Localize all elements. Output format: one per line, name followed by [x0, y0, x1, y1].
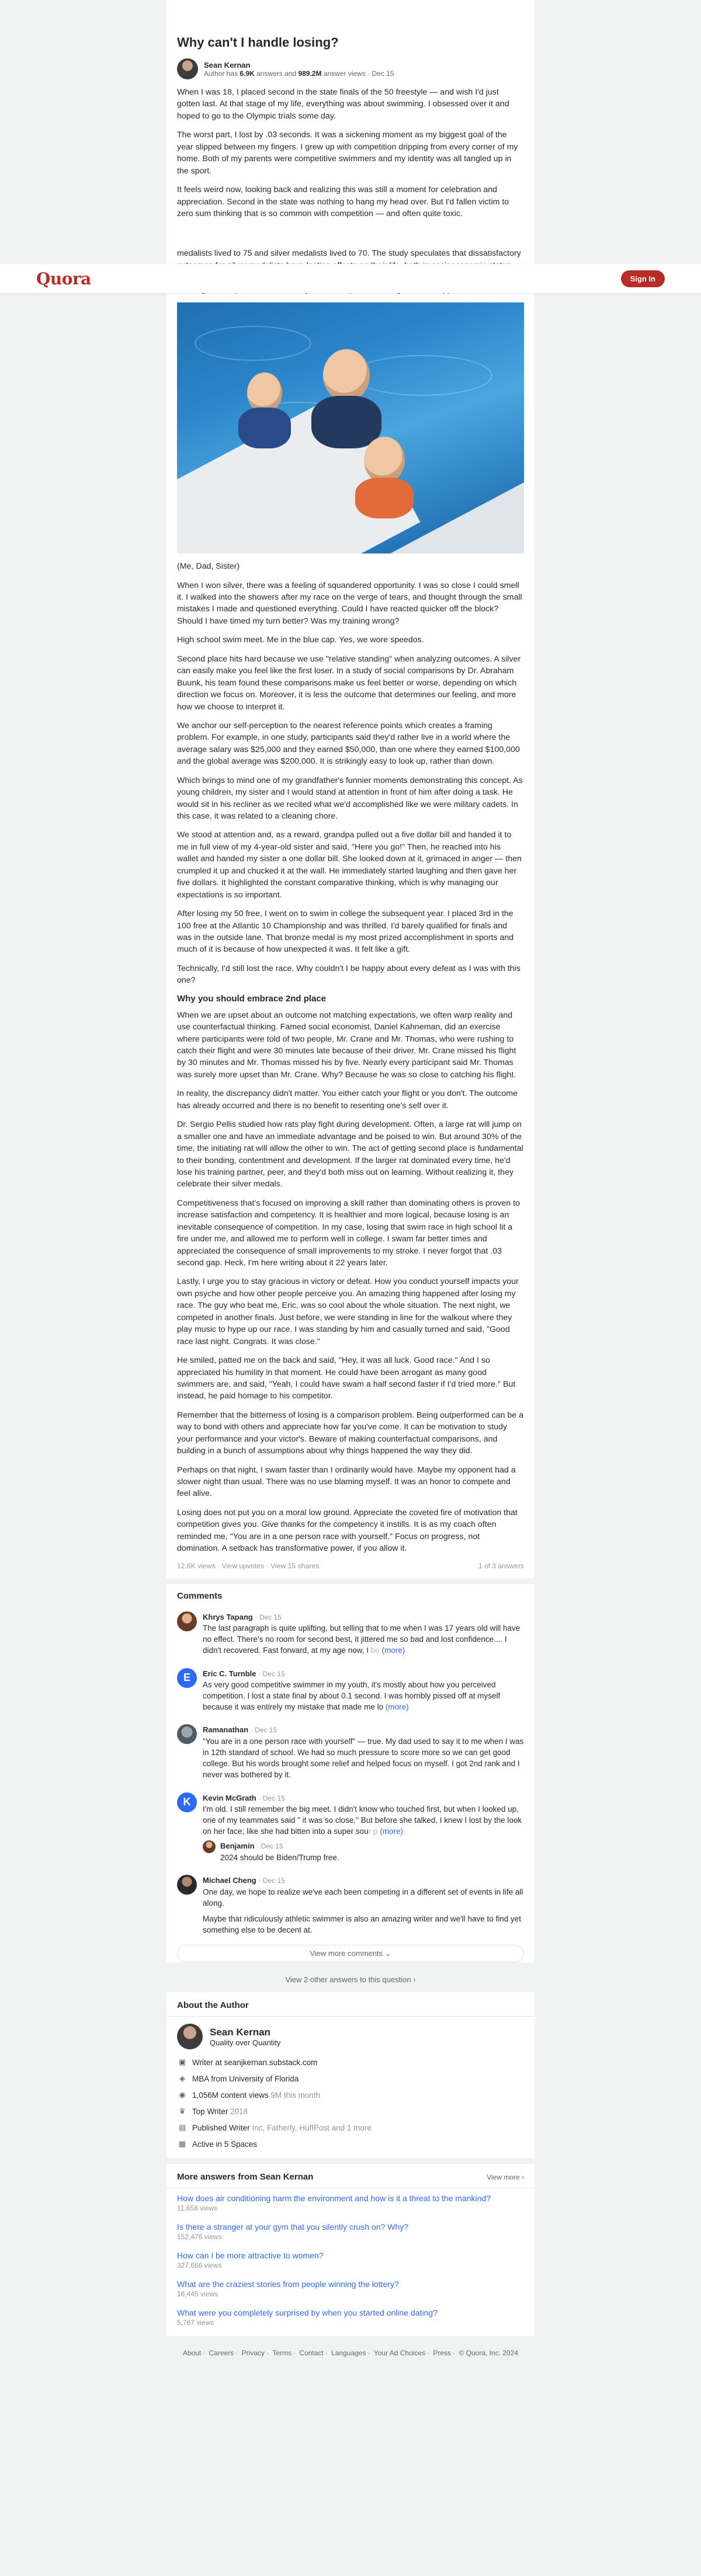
page-column — [166, 0, 535, 2370]
comment-text: "You are in a one person race with yourself" — true. My dad used to say it to me when I was in 12th standard of school. We had so much pressure to score more so we can get good college. But his words brought some relief and helped focus on myself. I got 2nd rank and I never was bothered by it. — [203, 1736, 524, 1780]
answer-paragraph: When we are upset about an outcome not matching expectations, we often warp reality and use counterfactual thinking. Famed social economist, Daniel Kahneman, did an exercise where participants were told of two people, Mr. Crane and Mr. Thomas, who were rushing to catch their flight and were 30 minutes late because of their driver. Mr. Crane missed his flight by 30 minutes and Mr. Thomas missed his by five. Nearly every participant said Mr. Thomas was surely more upset than Mr. Crane. Why? Because he was so close to catching his flight. — [177, 1010, 516, 1080]
answer-paragraph: In reality, the discrepancy didn't matter. You either catch your flight or you don't. The outcome has already occurred and there is no benefit to resenting one's self over it. — [177, 1089, 518, 1111]
footer-link[interactable]: Terms — [272, 2348, 292, 2357]
views-upvotes-shares[interactable]: 12.6K views · View upvotes · View 15 shares — [177, 1561, 320, 1570]
question-title[interactable]: Why can't I handle losing? — [177, 35, 339, 50]
more-answer-item — [166, 2303, 535, 2331]
top-bar — [0, 264, 701, 293]
commenter-name[interactable]: Khrys Tapang — [203, 1612, 253, 1621]
spaces-icon: ▦ — [178, 2139, 186, 2149]
answer-paragraph: Dr. Sergio Pellis studied how rats play fight during development. Often, a large rat will jump on a smaller one and have an immediate advantage and be poised to win. But around 30% of the time, the initiating rat will allow the other to win. The act of getting second place is fundamental to their bonding, contentment and development. If the larger rat dominated every time, he'd lose his training partner, peer, and they'd both miss out on learning. Without realizing it, they celebrate their silver medals. — [177, 1120, 523, 1189]
commenter-name[interactable]: Michael Cheng — [203, 1876, 256, 1885]
reply-date: · Dec 15 — [256, 1842, 283, 1851]
answer-paragraph: When I won silver, there was a feeling of squandered opportunity. I was so close I could smell it. I walked into the showers after my race on the verge of tears, and thought through the small mistakes I made and questioned everything. Could I have reacted quicker off the block? Should I have timed my turn better? Was my training wrong? — [177, 580, 522, 626]
credential-row: ♛ Top Writer 2018 — [166, 2103, 535, 2119]
sign-in-button[interactable]: Sign In — [621, 270, 665, 287]
more-answer-views: 327,666 views — [177, 2261, 222, 2269]
about-author-card — [166, 1992, 535, 2158]
comment-text: Maybe that ridiculously athletic swimmer is also an amazing writer and we'll have to find yet something else to be decent at. — [203, 1914, 522, 1934]
answer-stats — [177, 1562, 524, 1570]
answer-paragraph: Losing does not put you on a moral low ground. Appreciate the coveted fire of motivation that competition gives you. Give thanks for the competency it instills. It is as my coach often reminded me, "You are in a one person race with yourself." Focus on progress, not domination. A setback has transformative power, if you allow it. — [177, 1508, 518, 1554]
more-answer-item — [166, 2188, 535, 2217]
more-answer-item — [166, 2217, 535, 2246]
footer-link[interactable]: Privacy — [241, 2348, 265, 2357]
answer-paragraph: It feels weird now, looking back and realizing this was still a moment for celebration and appreciation. Second in the state was nothing to hang my head over. But I'd fallen victim to zero sum thinking that is so common with competition — and often quite toxic. — [177, 185, 509, 218]
comment-date: · Dec 15 — [250, 1726, 277, 1735]
credential-row: ◉ 1,056M content views 9M this month — [166, 2087, 535, 2103]
comment-text: One day, we hope to realize we've each been competing in a different set of events in life all along. — [203, 1887, 523, 1907]
comment — [166, 1718, 535, 1786]
answer-paragraph: Remember that the bitterness of losing is a comparison problem. Being outperformed can be a way to bond with others and appreciate how far you've come. It can be motivation to study your performance and your victor's. Beware of making counterfactual comparisons, and building in a bunch of assumptions about why things happened the way they did. — [177, 1410, 524, 1456]
more-answer-item — [166, 2246, 535, 2274]
comment-more-link[interactable]: (more) — [380, 1827, 403, 1836]
answer-paragraph: We stood at attention and, as a reward, grandpa pulled out a five dollar bill and handed it to me in full view of my 4-year-old sister and said, "Here you go!" Then, he reached into his wallet and handed my sister a one dollar bill. She looked down at it, grimaced in anger — then crumpled it up and chucked it at the wall. He immediately started laughing and then gave her five dollars. It highlighted the constant comparative thinking, which is why managing our expectations is so important. — [177, 830, 522, 900]
answer-paragraph: Competitiveness that's focused on improving a skill rather than dominating others is proven to increase satisfaction and competency. It is healthier and more logical, because losing is an inevitable consequence of competition. In my case, losing that swim race in high school lit a fire under me, and allowed me to perform well in college. I swam far better times and appreciated the consequence of small improvements to my stroke. I never forgot that .03 second gap. Heck, I'm here writing about it 22 years later. — [177, 1198, 520, 1268]
view-more-comments-button[interactable]: View more comments ⌄ — [177, 1945, 524, 1962]
commenter-name[interactable]: Kevin McGrath — [203, 1793, 256, 1802]
credential-row: ◈ MBA from University of Florida — [166, 2070, 535, 2087]
answer-paragraph: High school swim meet. Me in the blue cap. Yes, we wore speedos. — [177, 635, 424, 645]
answer-paragraph: After losing my 50 free, I went on to swim in college the subsequent year. I placed 3rd in the 100 free at the Atlantic 10 Championship and was thrilled. I'd barely qualified for finals and was in the outside lane. That bronze medal is my most prized accomplishment in sports and much of it is because of how unexpected it was. It felt like a gift. — [177, 909, 514, 955]
answer-paragraph: When I was 18, I placed second in the state finals of the 50 freestyle — and wish I'd just gotten last. At that stage of my life, everything was about swimming. I obsessed over it and hoped to go to the Olympic trials some day. — [177, 88, 509, 121]
book-icon: ▤ — [178, 2123, 186, 2132]
more-answer-views: 152,476 views — [177, 2232, 222, 2241]
credential-row: ▤ Published Writer Inc, Fatherly, HuffPost and 1 more — [166, 2119, 535, 2136]
comment-text: The last paragraph is quite uplifting, but telling that to me when I was 17 years old will have no effect. There's no room for second best, it jittered me so bad and lost confidence.... I didn't recovered. Fast forward, at my age now, I — [203, 1624, 520, 1655]
author-name[interactable]: Sean Kernan — [204, 60, 251, 69]
commenter-avatar[interactable] — [177, 1724, 197, 1744]
more-answer-question[interactable]: Is there a stranger at your gym that you silently crush on? Why? — [177, 2222, 409, 2232]
comment — [166, 1787, 535, 1870]
answer-paragraph: Which brings to mind one of my grandfather's funnier moments demonstrating this concept. As young children, my sister and I would stand at attention in front of him after doing a task. He would sit in his recliner as we recited what we'd accomplished like we were military cadets. In this case, it was related to a cleaning chore. — [177, 775, 523, 821]
about-tagline: Quality over Quantity — [210, 2038, 281, 2047]
answer-paragraph: He smiled, patted me on the back and said, "Hey, it was all luck. Good race." And I so appreciated his humility in that moment. He could have been arrogant as many good swimmers are, and said, "Yeah, I could have swam a half second faster if I'd tried more." But instead, he paid homage to his competitor. — [177, 1356, 516, 1401]
photo-caption: (Me, Dad, Sister) — [177, 562, 240, 572]
answer-paragraph: Perhaps on that night, I swam faster than I ordinarily would have. Maybe my opponent had a slower night than usual. There was no use blaming myself. It was an honor to compete and feel alive. — [177, 1465, 516, 1499]
commenter-avatar[interactable] — [177, 1875, 197, 1895]
more-answer-question[interactable]: How does air conditioning harm the environment and how is it a threat to the mankind? — [177, 2194, 491, 2203]
more-answer-item — [166, 2274, 535, 2303]
comment-date: · Dec 15 — [258, 1669, 285, 1678]
footer: About · Careers · Privacy · Terms · Contact · Languages · Your Ad Choices · Press · © Quora, Inc. 2024 — [182, 2348, 519, 2357]
briefcase-icon: ▣ — [178, 2058, 186, 2067]
view-other-answers-link[interactable]: View 2 other answers to this question › — [285, 1975, 416, 1985]
about-avatar[interactable] — [177, 2024, 203, 2049]
chevron-right-icon: › — [413, 1975, 416, 1985]
chevron-right-icon: › — [522, 2173, 524, 2181]
comment — [166, 1869, 535, 1941]
commenter-avatar[interactable]: K — [177, 1792, 197, 1812]
footer-link[interactable]: About — [182, 2348, 202, 2357]
commenter-name[interactable]: Ramanathan — [203, 1725, 249, 1735]
more-answer-question[interactable]: What are the craziest stories from people winning the lottery? — [177, 2279, 399, 2289]
credential-row: ▦ Active in 5 Spaces — [166, 2136, 535, 2152]
replier-name[interactable]: Benjamin — [220, 1842, 255, 1851]
commenter-avatar[interactable]: E — [177, 1668, 197, 1688]
answer-position: 1 of 3 answers — [478, 1561, 524, 1570]
comment-more-link[interactable]: (more) — [385, 1703, 409, 1712]
comment-text: I'm old. I still remember the big meet. I didn't know who touched first, but when I looked up, one of my teammates said " it was so close." But before she talked, I knew I lost by the look on her face; like she had bitten into a super sou — [203, 1805, 522, 1836]
footer-link[interactable]: Your Ad Choices — [373, 2348, 426, 2357]
footer-link[interactable]: Careers — [209, 2348, 234, 2357]
answer-body — [177, 86, 524, 1555]
comment-reply — [203, 1840, 524, 1863]
more-answer-question[interactable]: How can I be more attractive to women? — [177, 2250, 324, 2260]
comment-text: As very good competitive swimmer in my youth, it's mostly about how you perceived competition. I lost a state final by about 0.1 second. I was horribly pissed off at myself because it was entirely my mistake that made me lo — [203, 1680, 501, 1712]
author-avatar[interactable] — [177, 58, 198, 79]
comment — [166, 1662, 535, 1719]
more-answer-views: 5,767 views — [177, 2318, 214, 2327]
more-answer-question[interactable]: What were you completely surprised by when you started online dating? — [177, 2307, 438, 2317]
about-name[interactable]: Sean Kernan — [210, 2026, 270, 2038]
comment — [166, 1606, 535, 1662]
answer-paragraph: medalists lived to 75 and silver medalists lived to 70. The study speculates that dissatisfactory — [177, 249, 521, 259]
trophy-icon: ♛ — [179, 2107, 186, 2116]
comment-date: · Dec 15 — [258, 1794, 285, 1802]
answer-paragraph: Second place hits hard because we use "relative standing" when analyzing outcomes. A silver can easily make you feel like the first loser. In a study of social comparisons by Dr. Abraham Buunk, his team found these comparisons make us feel better or worse, depending on which direction we focus on. Moreover, it is less the outcome that determines our feeling, and more how we choose to interpret it. — [177, 654, 521, 712]
answer-paragraph: Technically, I'd still lost the race. Why couldn't I be happy about every defeat as I was with this one? — [177, 963, 520, 986]
credential-row: ▣ Writer at seanjkernan.substack.com — [166, 2054, 535, 2070]
more-answers-title: More answers from Sean Kernan — [177, 2172, 314, 2182]
more-answer-views: 11,658 views — [177, 2204, 218, 2213]
replier-avatar[interactable] — [203, 1840, 216, 1853]
comments-title: Comments — [166, 1584, 535, 1606]
author-row — [177, 58, 524, 79]
graduation-cap-icon: ◈ — [179, 2074, 185, 2083]
about-title: About the Author — [166, 1992, 535, 2017]
answer-paragraph: Lastly, I urge you to stay gracious in victory or defeat. How you conduct yourself impacts your own psyche and how other people perceive you. An amazing thing happened after losing my race. The guy who beat me, Eric, was so cool about the whole situation. The next night, we competed in another finals. Just before, we were standing in line for the walkout where they play music to hype up our race. I was standing by him and casually turned and said, "Good race last night. Congrats. It was close." — [177, 1277, 519, 1346]
quora-logo[interactable]: Quora — [36, 269, 91, 288]
footer-copyright: © Quora, Inc. 2024 — [459, 2348, 519, 2357]
commenter-name[interactable]: Eric C. Turnble — [203, 1669, 256, 1678]
reply-text: 2024 should be Biden/Trump free. — [220, 1853, 339, 1862]
more-answer-views: 16,445 views — [177, 2289, 218, 2298]
answer-paragraph: We anchor our self-perception to the nearest reference points which creates a framing problem. For example, in one study, participants said they'd rather live in a world where the average salary was $25,000 and they earned $50,000, than one where they earned $100,000 and the global average was $200,000. It is strikingly easy to look up, rather than down. — [177, 720, 520, 767]
footer-link[interactable]: Contact — [299, 2348, 324, 2357]
footer-link[interactable]: Press — [433, 2348, 452, 2357]
comments-section — [166, 1584, 535, 1963]
eye-icon: ◉ — [179, 2090, 186, 2100]
answer-card — [166, 0, 535, 1578]
comment-fade-text: r p — [368, 1827, 378, 1836]
family-pool-photo — [177, 302, 524, 554]
author-meta: Author has 6.9K answers and 989.2M answer views · Dec 15 — [204, 69, 394, 78]
comment-more-link[interactable]: (more) — [381, 1646, 405, 1655]
comment-date: · Dec 15 — [255, 1613, 282, 1621]
footer-link[interactable]: Languages — [331, 2348, 366, 2357]
comment-date: · Dec 15 — [258, 1877, 285, 1885]
view-more-answers-button[interactable]: View more › — [487, 2173, 524, 2181]
section-heading: Why you should embrace 2nd place — [177, 993, 327, 1004]
comment-fade-text: bo — [370, 1646, 380, 1655]
commenter-avatar[interactable] — [177, 1611, 197, 1631]
answer-paragraph: The worst part, I lost by .03 seconds. It was a sickening moment as my biggest goal of the year slipped between my fingers. I grew up with competition dripping from every corner of my home. Both of my parents were competitive swimmers and my identity was all tangled up in the sport. — [177, 130, 518, 176]
chevron-down-icon: ⌄ — [384, 1949, 391, 1958]
more-answers-card — [166, 2164, 535, 2335]
